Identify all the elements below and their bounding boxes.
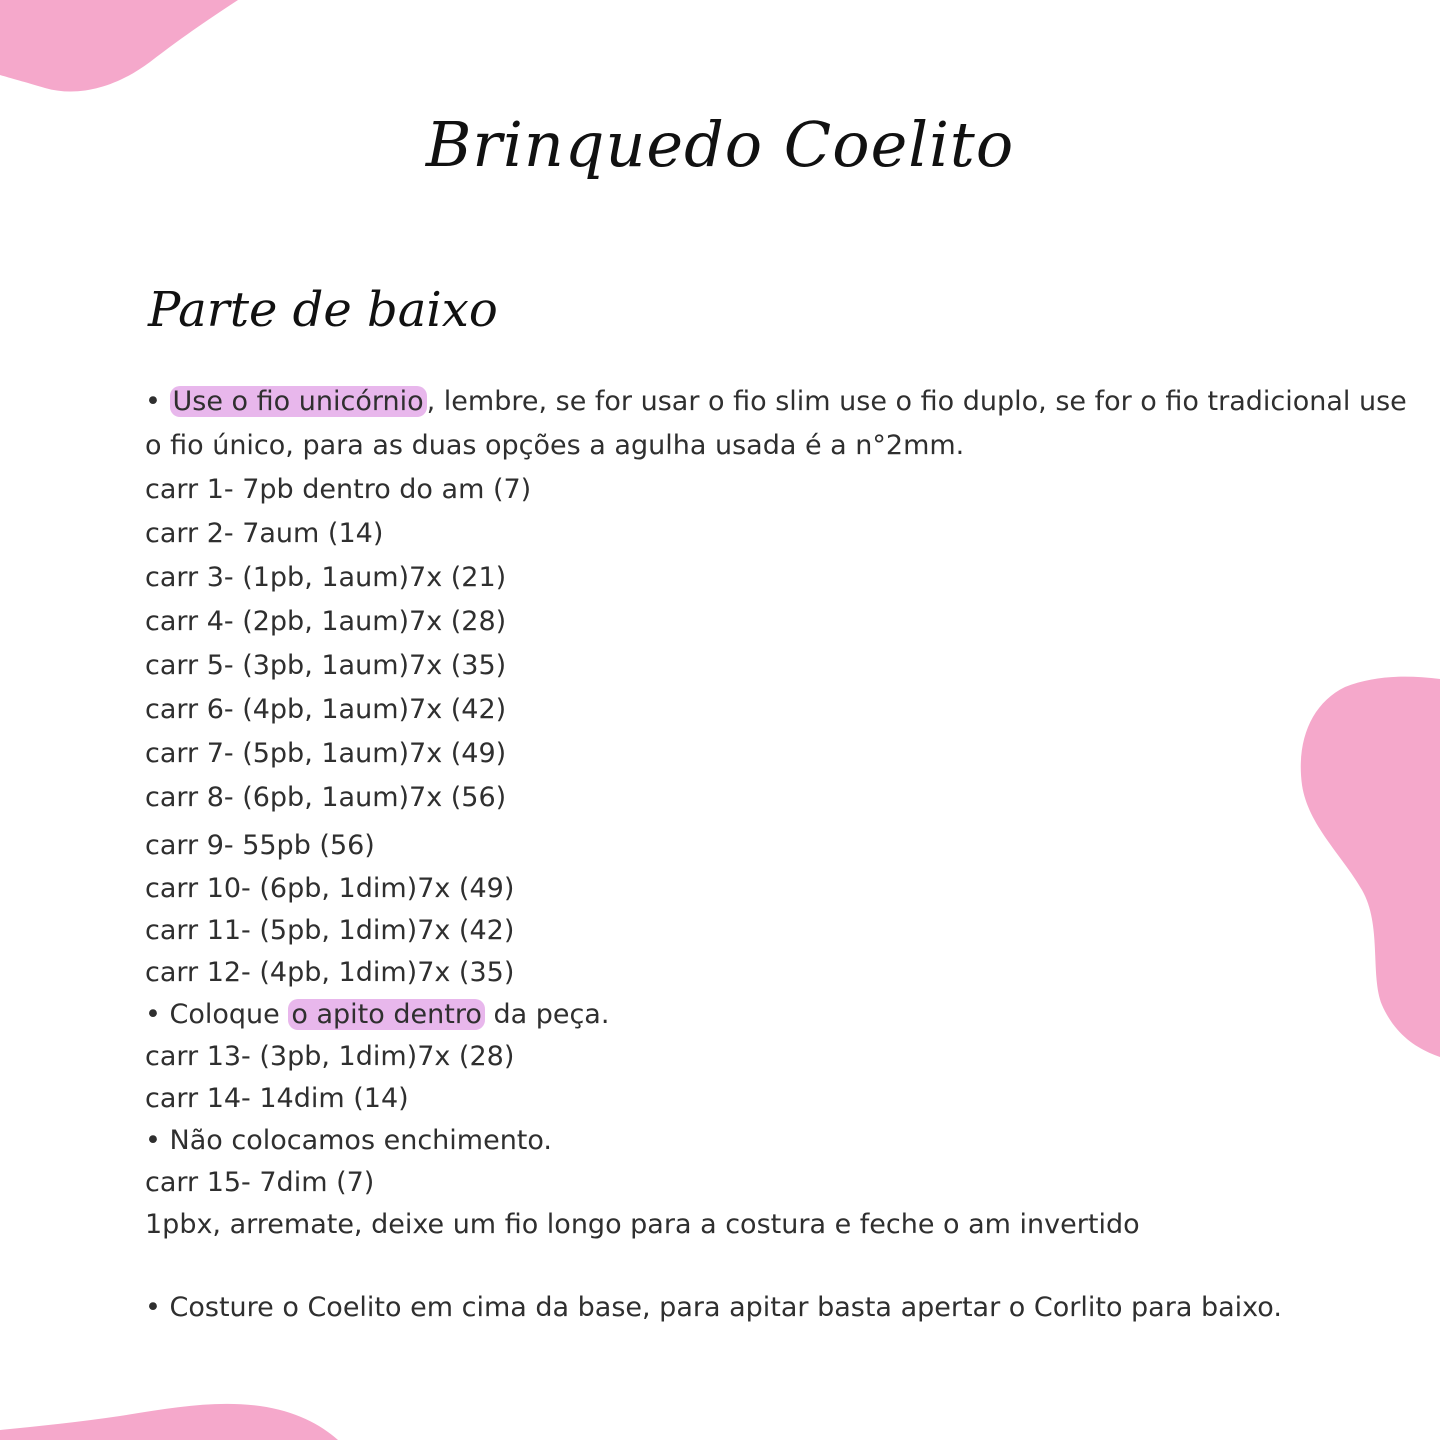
highlighted-whistle-note: o apito dentro: [288, 999, 484, 1030]
intro-paragraph: [145, 380, 1420, 468]
pink-blob-bottom-left: [0, 1400, 340, 1440]
round-row: carr 3- (1pb, 1aum)7x (21): [145, 562, 507, 593]
whistle-note: [145, 994, 1420, 1036]
round-row: carr 12- (4pb, 1dim)7x (35): [145, 957, 515, 988]
round-row: carr 6- (4pb, 1aum)7x (42): [145, 694, 507, 725]
intro-text: , lembre, se for usar o fio slim use o fio duplo, se for o fio tradicional use o fio único, para as duas opções a agulha usada é a n°2mm.: [145, 386, 1407, 461]
round-row: carr 5- (3pb, 1aum)7x (35): [145, 650, 507, 681]
whistle-note-after: da peça.: [493, 999, 610, 1030]
page-title: Brinquedo Coelito: [425, 108, 1015, 181]
round-row: carr 2- 7aum (14): [145, 518, 384, 549]
round-row: carr 4- (2pb, 1aum)7x (28): [145, 606, 507, 637]
round-row: carr 13- (3pb, 1dim)7x (28): [145, 1041, 515, 1072]
round-row: carr 14- 14dim (14): [145, 1083, 409, 1114]
finishing-instructions: 1pbx, arremate, deixe um fio longo para a costura e feche o am invertido: [145, 1209, 1140, 1240]
highlighted-yarn-note: Use o fio unicórnio: [170, 386, 427, 417]
spacer: [145, 1246, 1420, 1286]
bullet: •: [145, 999, 161, 1030]
section-subtitle: Parte de baixo: [148, 282, 498, 338]
round-row: carr 11- (5pb, 1dim)7x (42): [145, 915, 515, 946]
round-row: carr 1- 7pb dentro do am (7): [145, 474, 532, 505]
round-row: carr 10- (6pb, 1dim)7x (49): [145, 873, 515, 904]
round-row: carr 9- 55pb (56): [145, 830, 375, 861]
pink-blob-top-left: [0, 0, 240, 100]
round-row: carr 15- 7dim (7): [145, 1167, 375, 1198]
final-note: • Costure o Coelito em cima da base, para apitar basta apertar o Corlito para baixo.: [145, 1292, 1282, 1323]
whistle-note-before: Coloque: [169, 999, 280, 1030]
stuffing-note: • Não colocamos enchimento.: [145, 1125, 553, 1156]
round-row: carr 7- (5pb, 1aum)7x (49): [145, 738, 507, 769]
pattern-instructions: [145, 380, 1420, 1330]
round-row: carr 8- (6pb, 1aum)7x (56): [145, 782, 507, 813]
bullet: •: [145, 386, 161, 417]
